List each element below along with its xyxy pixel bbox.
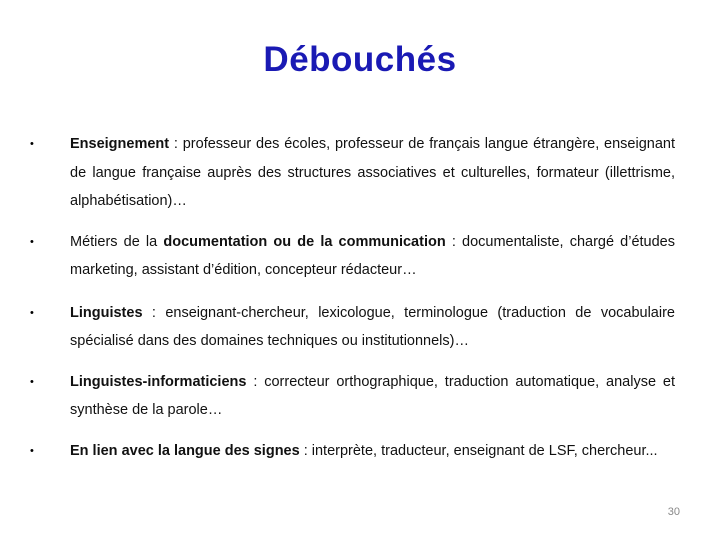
page-number: 30 [667,506,680,518]
bullet-item-linguistes [30,299,675,356]
bullet-text: : correcteur orthographique, traduction automatique, analyse et synthèse de la parole… [70,373,675,418]
slide-title: Débouchés [263,40,457,79]
bullet-item-langue-des-signes [30,437,675,466]
bullet-text: : enseignant-chercheur, lexicologue, terminologue (traduction de vocabulaire spécialisé dans des domaines techniques ou institutionnels)… [70,304,675,349]
bullet-list [30,130,675,477]
bullet-marker: • [30,138,34,150]
bullet-marker: • [30,306,34,319]
bullet-text: : interprète, traducteur, enseignant de LSF, chercheur... [299,442,658,459]
bullet-item-enseignement [30,130,675,216]
bullet-marker: • [30,235,34,248]
bullet-term: Enseignement [70,136,170,152]
bullet-text: : documentaliste, chargé d’études marketing, assistant d’édition, concepteur rédacteur… [70,233,675,278]
bullet-item-linguistes-informaticiens [30,368,675,425]
bullet-term: En lien avec la langue des signes [70,442,300,459]
bullet-prefix: Métiers de la [70,233,164,250]
bullet-text: : professeur des écoles, professeur de français langue étrangère, enseignant de langue française auprès des structures associatives et culturelles, formateur (illettrisme, alphabétisation)… [70,136,675,209]
bullet-marker: • [30,444,34,457]
bullet-term: Linguistes-informaticiens [70,373,247,390]
bullet-term: documentation ou de la communication [163,233,446,250]
bullet-marker: • [30,375,34,388]
bullet-term: Linguistes [70,304,143,321]
bullet-item-documentation [30,228,675,285]
